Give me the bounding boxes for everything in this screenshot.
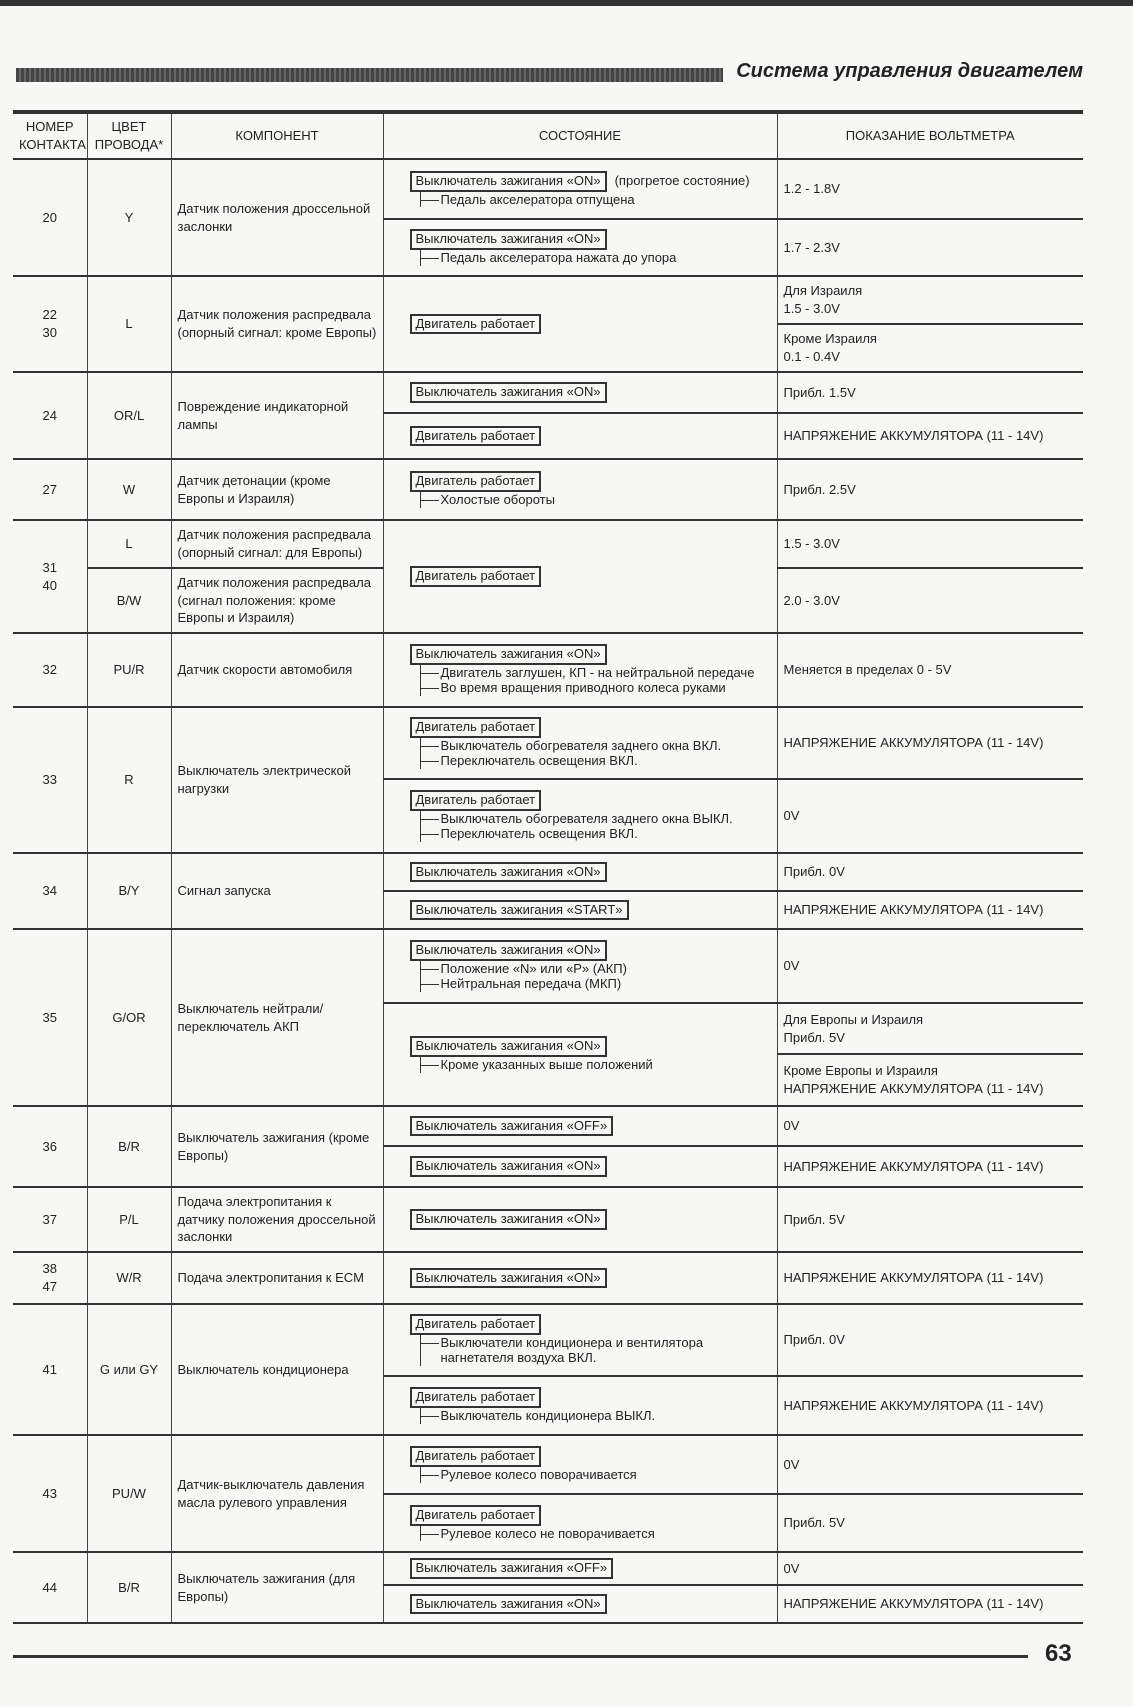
voltmeter-reading: НАПРЯЖЕНИЕ АККУМУЛЯТОРА (11 - 14V): [777, 1585, 1083, 1623]
top-edge: [0, 0, 1133, 6]
table-row: [13, 707, 1083, 779]
state-condition-box: Выключатель зажигания «ON»: [410, 171, 607, 192]
state-sub-condition: Переключатель освещения ВКЛ.: [441, 753, 771, 769]
component: Датчик детонации (кроме Европы и Израиля): [171, 459, 383, 520]
state-condition-box: Двигатель работает: [410, 426, 542, 447]
pin-voltage-table: [13, 110, 1083, 1624]
voltmeter-reading: Прибл. 0V: [777, 853, 1083, 891]
state-cell: [383, 459, 777, 520]
wire-color: P/L: [87, 1187, 171, 1252]
state-cell: [383, 707, 777, 779]
wire-color: W/R: [87, 1252, 171, 1304]
voltmeter-reading: Меняется в пределах 0 - 5V: [777, 633, 1083, 707]
state-sub-condition: Рулевое колесо поворачивается: [441, 1467, 771, 1483]
state-sub-condition: Выключатель кондиционера ВЫКЛ.: [441, 1408, 771, 1424]
state-condition-box: Двигатель работает: [410, 566, 542, 587]
state-sub-conditions: [420, 811, 771, 842]
state-cell: [383, 413, 777, 459]
table-row: [13, 1252, 1083, 1304]
footer-line: [13, 1655, 1028, 1658]
state-cell: [383, 1252, 777, 1304]
state-condition-box: Двигатель работает: [410, 471, 542, 492]
state-sub-condition: Педаль акселератора нажата до упора: [441, 250, 771, 266]
component: Подача электропитания к ECM: [171, 1252, 383, 1304]
state-sub-condition: Кроме указанных выше положений: [441, 1057, 771, 1073]
state-cell: [383, 1146, 777, 1187]
state-sub-conditions: [420, 250, 771, 266]
state-sub-conditions: [420, 1526, 771, 1542]
voltmeter-reading: НАПРЯЖЕНИЕ АККУМУЛЯТОРА (11 - 14V): [777, 707, 1083, 779]
state-condition-box: Выключатель зажигания «ON»: [410, 1036, 607, 1057]
state-sub-conditions: [420, 961, 771, 992]
state-cell: [383, 372, 777, 413]
column-header: НОМЕР КОНТАКТА: [13, 112, 87, 159]
table-row: [13, 520, 1083, 568]
component: Датчик положения дроссельной заслонки: [171, 159, 383, 276]
voltmeter-reading: Прибл. 0V: [777, 1304, 1083, 1376]
state-condition-box: Выключатель зажигания «ON»: [410, 1156, 607, 1177]
table-row: [13, 1552, 1083, 1585]
state-condition-box: Двигатель работает: [410, 1314, 542, 1335]
table-row: [13, 633, 1083, 707]
state-cell: [383, 219, 777, 276]
wire-color: B/R: [87, 1552, 171, 1623]
component: Датчик положения распредвала (опорный сигнал: для Европы): [171, 520, 383, 568]
state-condition-box: Выключатель зажигания «ON»: [410, 862, 607, 883]
table-header-row: [13, 112, 1083, 159]
pin-number: 20: [13, 159, 87, 276]
state-cell: [383, 1552, 777, 1585]
table-row: [13, 1106, 1083, 1146]
component: Выключатель кондиционера: [171, 1304, 383, 1435]
state-sub-conditions: [420, 738, 771, 769]
state-sub-conditions: [420, 1057, 771, 1073]
component: Датчик положения распредвала (сигнал положения: кроме Европы и Израиля): [171, 568, 383, 633]
state-condition-box: Выключатель зажигания «ON»: [410, 1268, 607, 1289]
state-cell: [383, 891, 777, 929]
state-condition-box: Двигатель работает: [410, 717, 542, 738]
wire-color: OR/L: [87, 372, 171, 459]
state-sub-conditions: [420, 1335, 771, 1366]
voltmeter-reading: НАПРЯЖЕНИЕ АККУМУЛЯТОРА (11 - 14V): [777, 1376, 1083, 1435]
table-row: [13, 459, 1083, 520]
component: Датчик положения распредвала (опорный сигнал: кроме Европы): [171, 276, 383, 372]
table-row: [13, 159, 1083, 219]
table-row: [13, 1304, 1083, 1376]
wire-color: B/R: [87, 1106, 171, 1187]
voltmeter-reading: 0V: [777, 1435, 1083, 1494]
state-condition-box: Двигатель работает: [410, 790, 542, 811]
state-condition-box: Выключатель зажигания «ON»: [410, 940, 607, 961]
state-cell: [383, 929, 777, 1003]
state-condition-box: Выключатель зажигания «OFF»: [410, 1558, 614, 1579]
wire-color: PU/R: [87, 633, 171, 707]
state-cell: [383, 1003, 777, 1106]
component: Сигнал запуска: [171, 853, 383, 929]
wire-color: L: [87, 276, 171, 372]
state-sub-conditions: [420, 1408, 771, 1424]
wire-color: B/W: [87, 568, 171, 633]
column-header: СОСТОЯНИЕ: [383, 112, 777, 159]
state-cell: [383, 1494, 777, 1552]
voltmeter-reading: 0V: [777, 1106, 1083, 1146]
state-sub-conditions: [420, 192, 771, 208]
state-condition-box: Выключатель зажигания «START»: [410, 900, 629, 921]
state-sub-condition: Положение «N» или «P» (АКП): [441, 961, 771, 977]
state-condition-box: Двигатель работает: [410, 1446, 542, 1467]
wire-color: PU/W: [87, 1435, 171, 1552]
component: Выключатель зажигания (кроме Европы): [171, 1106, 383, 1187]
state-cell: [383, 520, 777, 633]
voltmeter-reading: Кроме Израиля 0.1 - 0.4V: [777, 324, 1083, 372]
state-condition-box: Выключатель зажигания «ON»: [410, 382, 607, 403]
state-cell: [383, 1304, 777, 1376]
column-header: ЦВЕТ ПРОВОДА*: [87, 112, 171, 159]
state-cell: [383, 159, 777, 219]
wire-color: Y: [87, 159, 171, 276]
voltmeter-reading: НАПРЯЖЕНИЕ АККУМУЛЯТОРА (11 - 14V): [777, 1146, 1083, 1187]
state-cell: [383, 1435, 777, 1494]
component: Датчик скорости автомобиля: [171, 633, 383, 707]
table-row: [13, 1187, 1083, 1252]
pin-number: 38 47: [13, 1252, 87, 1304]
voltmeter-reading: Прибл. 5V: [777, 1187, 1083, 1252]
pin-number: 41: [13, 1304, 87, 1435]
state-cell: [383, 853, 777, 891]
state-sub-condition: Нейтральная передача (МКП): [441, 976, 771, 992]
state-condition-box: Двигатель работает: [410, 1505, 542, 1526]
state-sub-condition: Выключатель обогревателя заднего окна ВКЛ.: [441, 738, 771, 754]
state-condition-box: Двигатель работает: [410, 314, 542, 335]
state-condition-box: Выключатель зажигания «OFF»: [410, 1116, 614, 1137]
state-cell: [383, 276, 777, 372]
state-sub-condition: Холостые обороты: [441, 492, 771, 508]
wire-color: L: [87, 520, 171, 568]
state-condition-box: Выключатель зажигания «ON»: [410, 1594, 607, 1615]
pin-number: 36: [13, 1106, 87, 1187]
pin-number: 37: [13, 1187, 87, 1252]
state-condition-box: Выключатель зажигания «ON»: [410, 1209, 607, 1230]
table-row: [13, 276, 1083, 324]
wire-color: R: [87, 707, 171, 853]
state-note: (прогретое состояние): [614, 172, 750, 188]
voltmeter-reading: 2.0 - 3.0V: [777, 568, 1083, 633]
state-sub-condition: Педаль акселератора отпущена: [441, 192, 771, 208]
table-row: [13, 853, 1083, 891]
wire-color: W: [87, 459, 171, 520]
pin-number: 34: [13, 853, 87, 929]
voltmeter-reading: Прибл. 1.5V: [777, 372, 1083, 413]
page-number: 63: [1045, 1640, 1072, 1667]
pin-number: 31 40: [13, 520, 87, 633]
section-title: Система управления двигателем: [736, 60, 1083, 82]
voltmeter-reading: 1.2 - 1.8V: [777, 159, 1083, 219]
wire-color: B/Y: [87, 853, 171, 929]
voltmeter-reading: Для Европы и Израиля Прибл. 5V: [777, 1003, 1083, 1054]
column-header: ПОКАЗАНИЕ ВОЛЬТМЕТРА: [777, 112, 1083, 159]
state-cell: [383, 1585, 777, 1623]
voltmeter-reading: Кроме Европы и Израиля НАПРЯЖЕНИЕ АККУМУЛЯТОРА (11 - 14V): [777, 1054, 1083, 1106]
state-cell: [383, 779, 777, 853]
voltmeter-reading: 1.5 - 3.0V: [777, 520, 1083, 568]
state-sub-condition: Двигатель заглушен, КП - на нейтральной передаче: [441, 665, 771, 681]
voltmeter-reading: Для Израиля 1.5 - 3.0V: [777, 276, 1083, 324]
voltmeter-reading: 0V: [777, 1552, 1083, 1585]
state-sub-conditions: [420, 665, 771, 696]
pin-number: 27: [13, 459, 87, 520]
voltmeter-reading: НАПРЯЖЕНИЕ АККУМУЛЯТОРА (11 - 14V): [777, 1252, 1083, 1304]
state-condition-box: Выключатель зажигания «ON»: [410, 644, 607, 665]
component: Повреждение индикаторной лампы: [171, 372, 383, 459]
table-row: [13, 372, 1083, 413]
voltmeter-reading: 0V: [777, 779, 1083, 853]
voltmeter-reading: 1.7 - 2.3V: [777, 219, 1083, 276]
state-sub-condition: Выключатели кондиционера и вентилятора нагнетателя воздуха ВКЛ.: [441, 1335, 771, 1366]
component: Выключатель зажигания (для Европы): [171, 1552, 383, 1623]
pin-number: 43: [13, 1435, 87, 1552]
state-sub-conditions: [420, 492, 771, 508]
pin-number: 32: [13, 633, 87, 707]
header-bar: [16, 68, 723, 82]
component: Выключатель электрической нагрузки: [171, 707, 383, 853]
state-sub-condition: Переключатель освещения ВКЛ.: [441, 826, 771, 842]
state-sub-conditions: [420, 1467, 771, 1483]
pin-number: 33: [13, 707, 87, 853]
pin-number: 35: [13, 929, 87, 1106]
pin-number: 22 30: [13, 276, 87, 372]
pin-number: 24: [13, 372, 87, 459]
wire-color: G или GY: [87, 1304, 171, 1435]
voltmeter-reading: НАПРЯЖЕНИЕ АККУМУЛЯТОРА (11 - 14V): [777, 413, 1083, 459]
wire-color: G/OR: [87, 929, 171, 1106]
pin-number: 44: [13, 1552, 87, 1623]
component: Подача электропитания к датчику положения дроссельной заслонки: [171, 1187, 383, 1252]
voltmeter-reading: 0V: [777, 929, 1083, 1003]
state-cell: [383, 1376, 777, 1435]
state-cell: [383, 1106, 777, 1146]
table-row: [13, 1435, 1083, 1494]
state-sub-condition: Выключатель обогревателя заднего окна ВЫКЛ.: [441, 811, 771, 827]
voltmeter-reading: Прибл. 5V: [777, 1494, 1083, 1552]
voltmeter-reading: НАПРЯЖЕНИЕ АККУМУЛЯТОРА (11 - 14V): [777, 891, 1083, 929]
state-condition-box: Двигатель работает: [410, 1387, 542, 1408]
state-cell: [383, 633, 777, 707]
state-condition-box: Выключатель зажигания «ON»: [410, 229, 607, 250]
component: Датчик-выключатель давления масла рулевого управления: [171, 1435, 383, 1552]
column-header: КОМПОНЕНТ: [171, 112, 383, 159]
voltmeter-reading: Прибл. 2.5V: [777, 459, 1083, 520]
state-sub-condition: Рулевое колесо не поворачивается: [441, 1526, 771, 1542]
state-sub-condition: Во время вращения приводного колеса руками: [441, 680, 771, 696]
component: Выключатель нейтрали/ переключатель АКП: [171, 929, 383, 1106]
state-cell: [383, 1187, 777, 1252]
table-row: [13, 929, 1083, 1003]
